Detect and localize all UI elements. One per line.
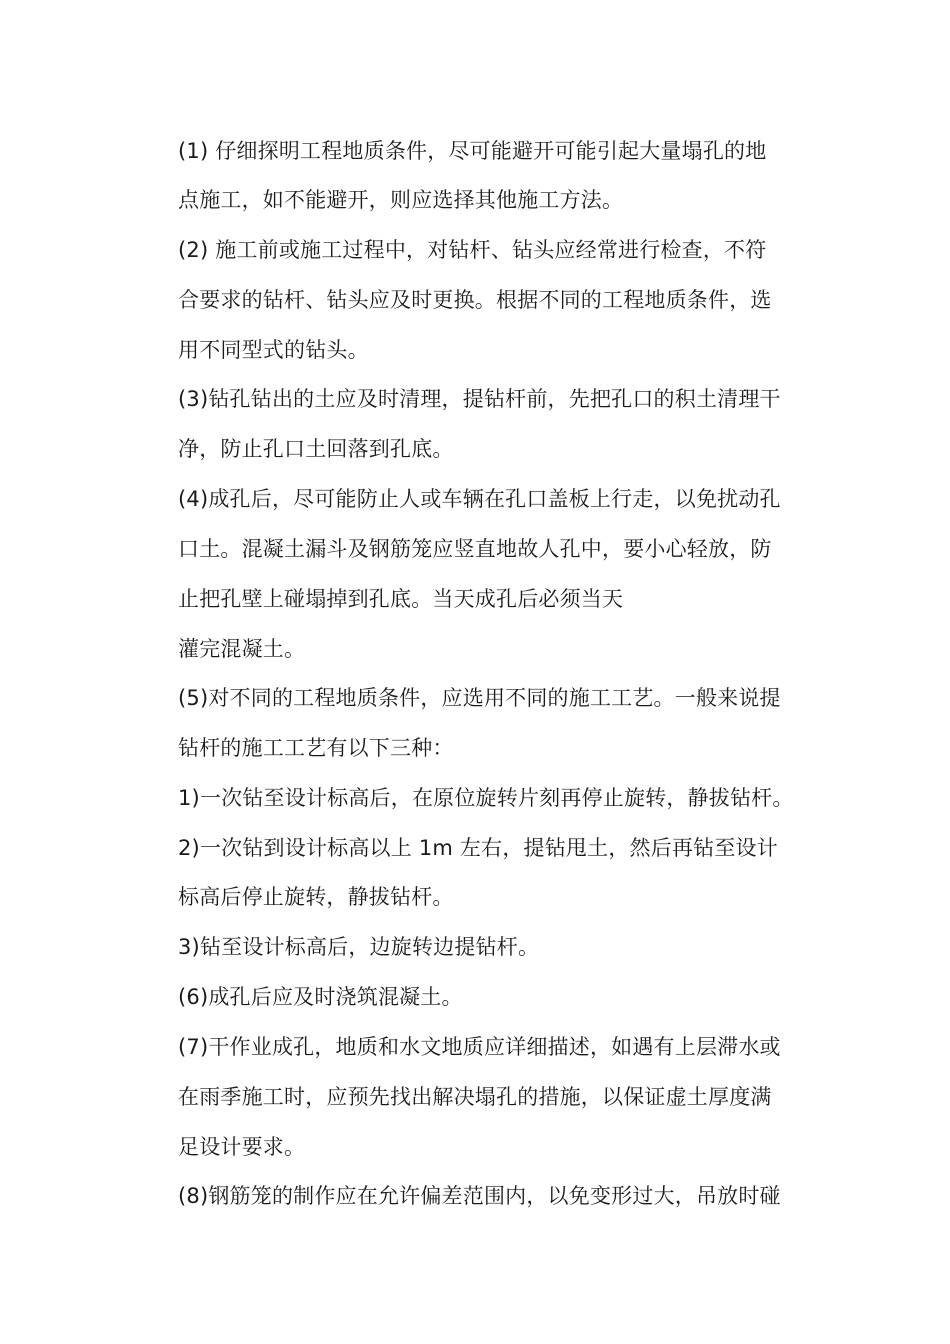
- text-line: 止把孔壁上碰塌掉到孔底。当天成孔后必须当天: [178, 587, 624, 611]
- text-line: 口土。混凝土漏斗及钢筋笼应竖直地故人孔中，要小心轻放，防: [178, 537, 772, 561]
- text-line: (8)钢筋笼的制作应在允许偏差范围内，以免变形过大，吊放时碰: [178, 1184, 781, 1208]
- text-line: 合要求的钻杆、钻头应及时更换。根据不同的工程地质条件，选: [178, 288, 772, 312]
- text-line: 净，防止孔口土回落到孔底。: [178, 437, 454, 461]
- text-line: 标高后停止旋转，静拔钻杆。: [178, 885, 454, 909]
- text-line: (3)钻孔钻出的土应及时清理，提钻杆前，先把孔口的积土清理干: [178, 387, 781, 411]
- text-line: (5)对不同的工程地质条件，应选用不同的施工工艺。一般来说提: [178, 686, 781, 710]
- text-line: (1) 仔细探明工程地质条件，尽可能避开可能引起大量塌孔的地: [178, 139, 767, 163]
- text-line: 1)一次钻至设计标高后，在原位旋转片刻再停止旋转，静拔钻杆。: [178, 786, 794, 810]
- text-line: 钻杆的施工工艺有以下三种：: [178, 736, 454, 760]
- text-line: (2) 施工前或施工过程中，对钻杆、钻头应经常进行检查，不符: [178, 238, 767, 262]
- text-line: 在雨季施工时，应预先找出解决塌孔的措施，以保证虚土厚度满: [178, 1085, 772, 1109]
- text-line: 2)一次钻到设计标高以上 1m 左右，提钻甩土，然后再钻至设计: [178, 836, 778, 860]
- text-line: 灌完混凝土。: [178, 637, 306, 661]
- text-line: 足设计要求。: [178, 1135, 306, 1159]
- text-line: 点施工，如不能避开，则应选择其他施工方法。: [178, 188, 624, 212]
- text-line: (7)干作业成孔，地质和水文地质应详细描述，如遇有上层滞水或: [178, 1035, 781, 1059]
- text-line: 3)钻至设计标高后，边旋转边提钻杆。: [178, 935, 540, 959]
- text-line: (4)成孔后，尽可能防止人或车辆在孔口盖板上行走，以免扰动孔: [178, 487, 781, 511]
- text-line: (6)成孔后应及时浇筑混凝土。: [178, 985, 463, 1009]
- text-line: 用不同型式的钻头。: [178, 338, 369, 362]
